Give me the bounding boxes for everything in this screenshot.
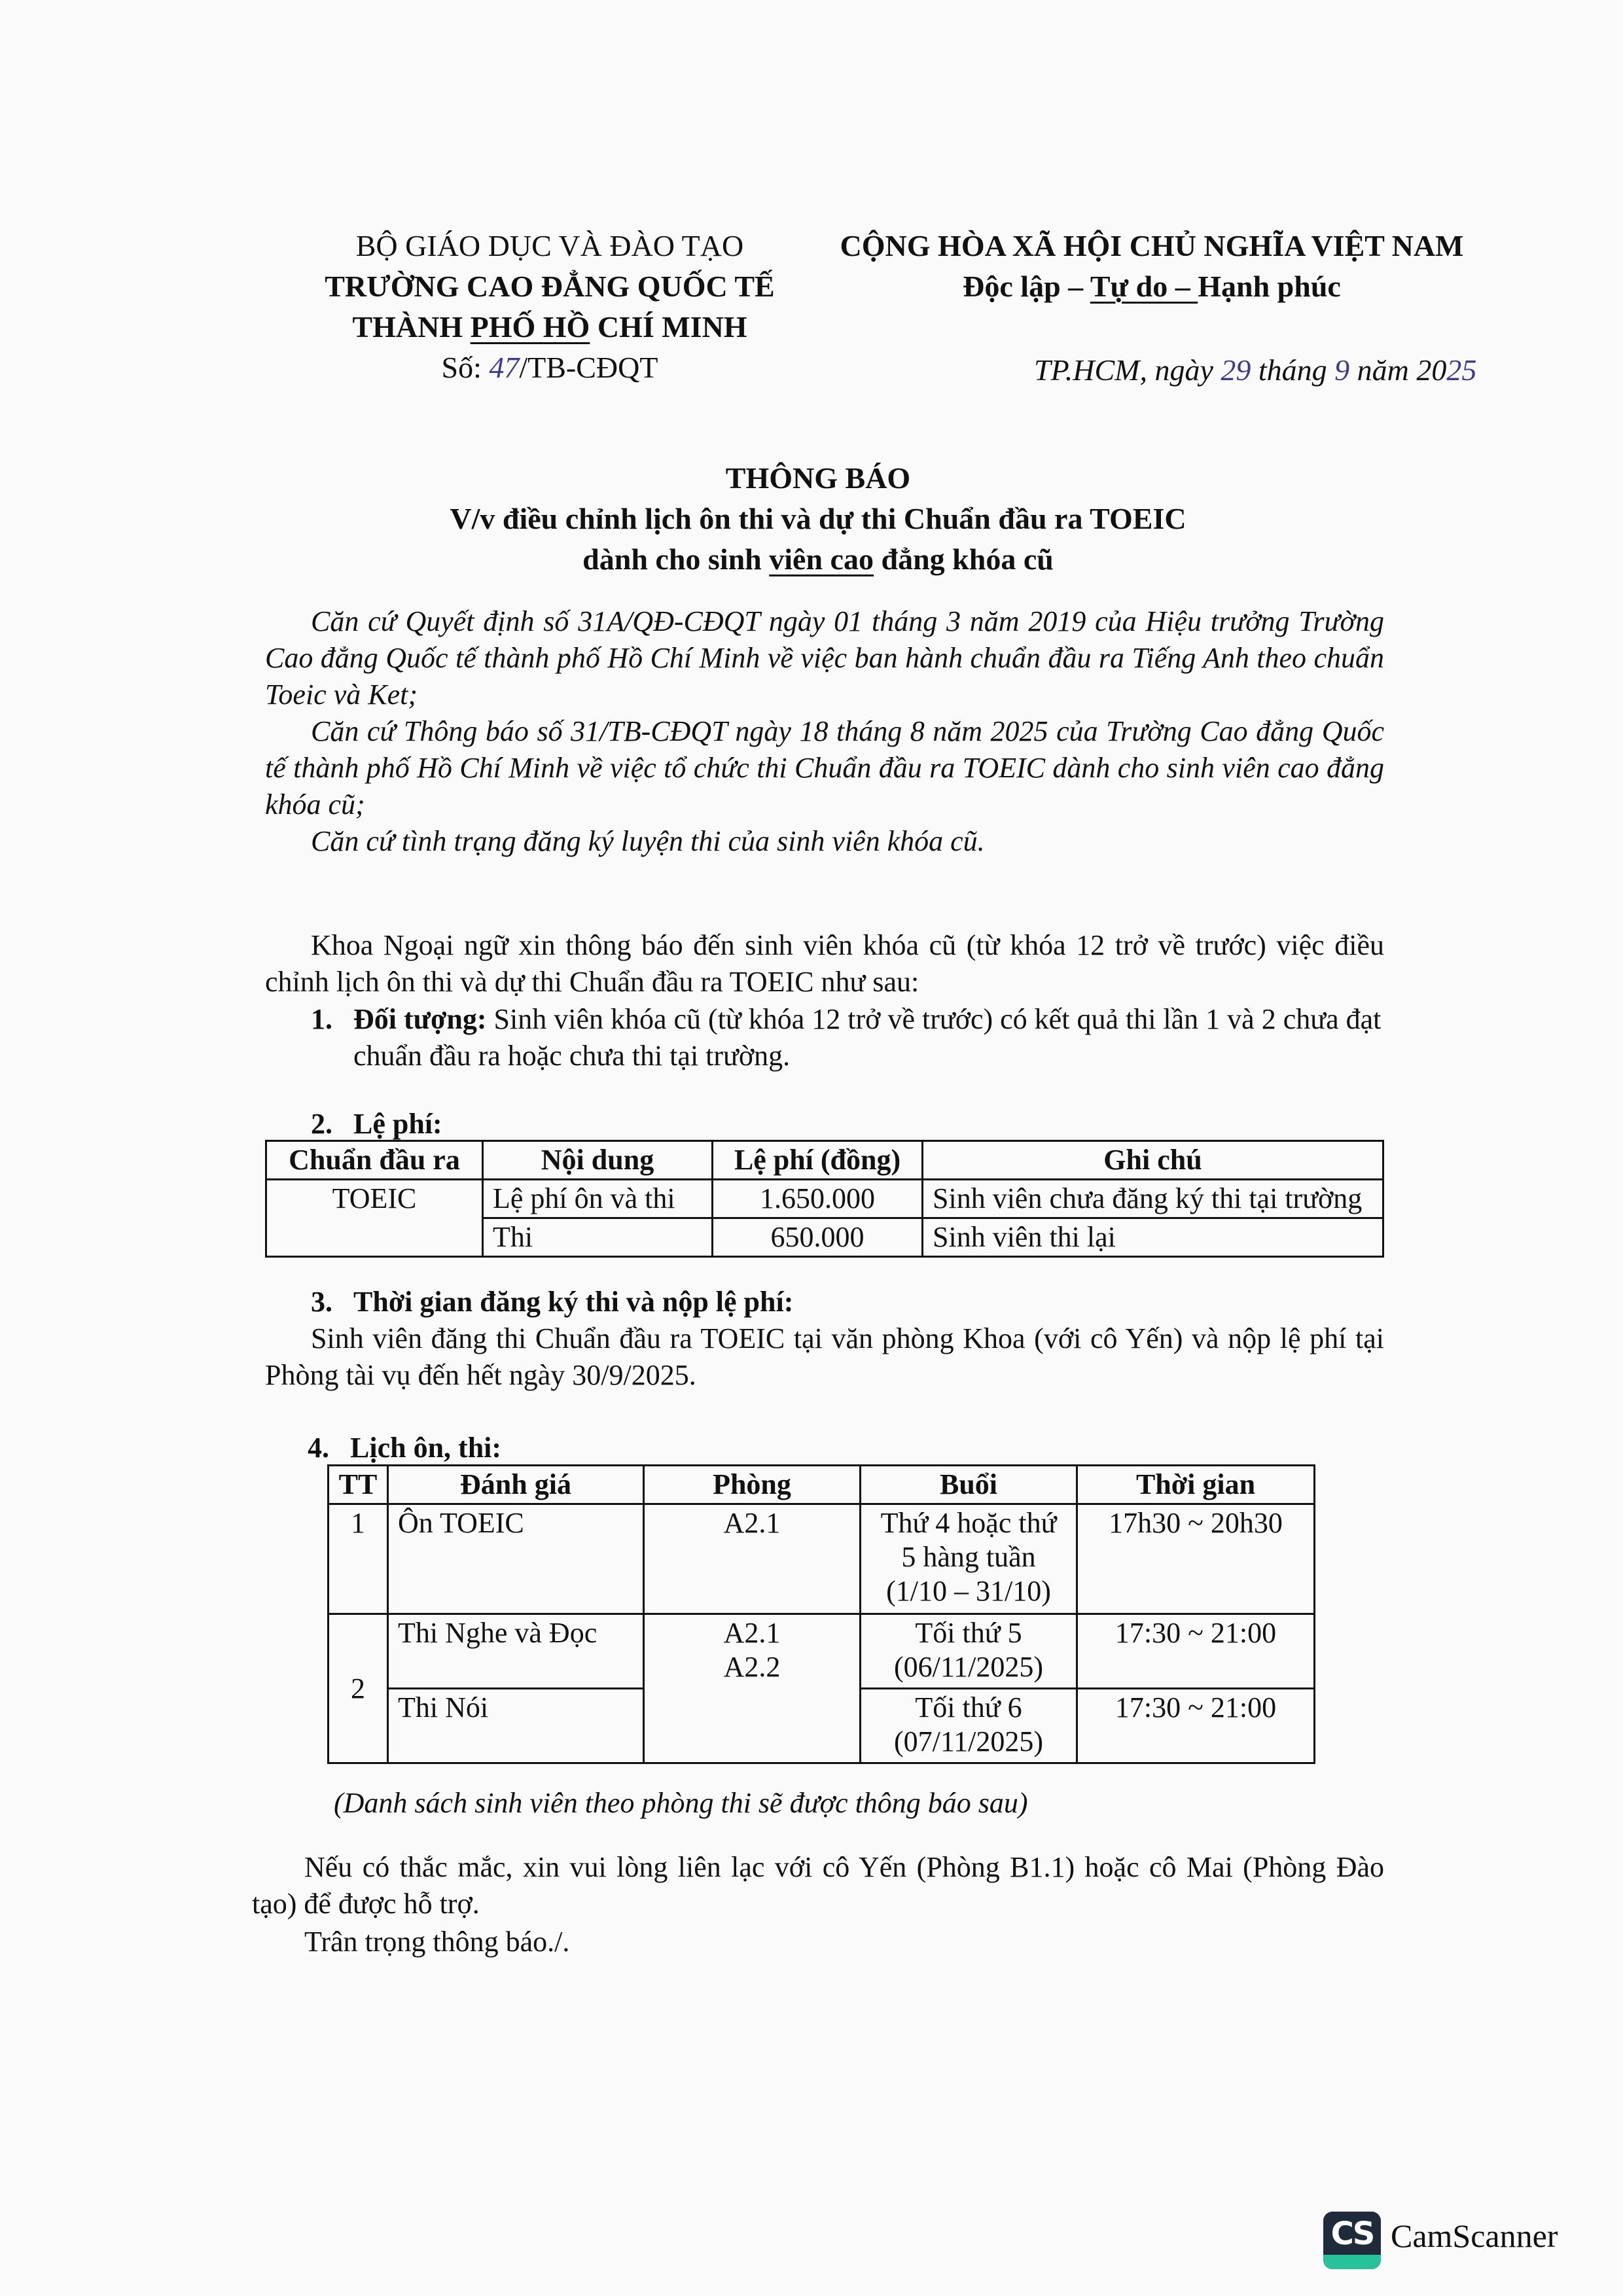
fee-note-cell: Sinh viên thi lại bbox=[923, 1218, 1383, 1257]
schedule-time-cell: 17h30 ~ 20h30 bbox=[1077, 1504, 1315, 1614]
basis-item: Căn cứ Thông báo số 31/TB-CĐQT ngày 18 tháng 8 năm 2025 của Trường Cao đẳng Quốc tế thành phố Hồ Chí Minh về việc tổ chức thi Chuẩn đầu ra TOEIC dành cho sinh viên cao đẳng khóa cũ; bbox=[265, 715, 1384, 821]
national-motto: Độc lập – Tự do – Hạnh phúc bbox=[963, 270, 1341, 303]
fee-amount-cell: 1.650.000 bbox=[713, 1180, 923, 1218]
intro-paragraph: Khoa Ngoại ngữ xin thông báo đến sinh viên khóa cũ (từ khóa 12 trở về trước) việc điều chỉnh lịch ôn thi và dự thi Chuẩn đầu ra TOEIC như sau: bbox=[265, 929, 1384, 998]
schedule-header-session: Buổi bbox=[861, 1466, 1077, 1504]
camscanner-brand: CamScanner bbox=[1391, 2217, 1558, 2254]
contact-paragraph: Nếu có thắc mắc, xin vui lòng liên lạc với cô Yến (Phòng B1.1) hoặc cô Mai (Phòng Đào tạo) để được hỗ trợ. bbox=[252, 1851, 1384, 1920]
fee-header-fee: Lệ phí (đồng) bbox=[713, 1141, 923, 1180]
title-main: THÔNG BÁO bbox=[725, 461, 911, 495]
title-subject-line1: V/v điều chỉnh lịch ôn thi và dự thi Chuẩn đầu ra TOEIC bbox=[450, 502, 1186, 535]
fee-header-standard: Chuẩn đầu ra bbox=[266, 1141, 483, 1180]
fee-note-cell: Sinh viên chưa đăng ký thi tại trường bbox=[923, 1180, 1383, 1218]
school-city: THÀNH PHỐ HỒ CHÍ MINH bbox=[352, 310, 747, 344]
schedule-session-cell: Tối thứ 6 (07/11/2025) bbox=[861, 1689, 1077, 1763]
schedule-tt-cell: 2 bbox=[329, 1614, 388, 1763]
table-row bbox=[329, 1614, 1315, 1689]
section-registration-heading: 3. Thời gian đăng ký thi và nộp lệ phí: bbox=[311, 1286, 794, 1318]
basis-item: Căn cứ Quyết định số 31A/QĐ-CĐQT ngày 01 tháng 3 năm 2019 của Hiệu trưởng Trường Cao đẳng Quốc tế thành phố Hồ Chí Minh về việc ban hành chuẩn đầu ra Tiếng Anh theo chuẩn Toeic và Ket; bbox=[265, 605, 1384, 711]
school-name: TRƯỜNG CAO ĐẲNG QUỐC TẾ bbox=[325, 270, 775, 303]
schedule-header-room: Phòng bbox=[644, 1466, 861, 1504]
fee-table-header bbox=[266, 1141, 1383, 1180]
fee-content-cell: Thi bbox=[483, 1218, 713, 1257]
document-number: Số: 47/TB-CĐQT bbox=[441, 351, 658, 384]
table-row bbox=[266, 1180, 1383, 1218]
fee-content-cell: Lệ phí ôn và thi bbox=[483, 1180, 713, 1218]
document-title bbox=[262, 458, 1374, 580]
logo-text: CS bbox=[1330, 2216, 1374, 2252]
fee-header-content: Nội dung bbox=[483, 1141, 713, 1180]
document-date: TP.HCM, ngày 29 tháng 9 năm 2025 bbox=[1034, 353, 1477, 387]
schedule-session-cell: Thứ 4 hoặc thứ 5 hàng tuần (1/10 – 31/10) bbox=[861, 1504, 1077, 1614]
legal-bases bbox=[265, 603, 1384, 860]
schedule-time-cell: 17:30 ~ 21:00 bbox=[1077, 1614, 1315, 1689]
fee-header-note: Ghi chú bbox=[923, 1141, 1383, 1180]
section-fee-heading: 2. Lệ phí: bbox=[311, 1108, 442, 1140]
section-target: 1. Đối tượng: Sinh viên khóa cũ (từ khóa 12 trở về trước) có kết quả thi lần 1 và 2 chưa đạt chuẩn đầu ra hoặc chưa thi tại trường. bbox=[311, 1003, 1382, 1072]
schedule-table bbox=[327, 1464, 1315, 1764]
schedule-room-cell: A2.1 bbox=[644, 1504, 861, 1614]
schedule-tt-cell: 1 bbox=[329, 1504, 388, 1614]
schedule-table-header bbox=[329, 1466, 1315, 1504]
schedule-assessment-cell: Ôn TOEIC bbox=[388, 1504, 644, 1614]
header-left bbox=[288, 226, 812, 388]
camscanner-logo bbox=[1323, 2212, 1381, 2269]
schedule-time-cell: 17:30 ~ 21:00 bbox=[1077, 1689, 1315, 1763]
schedule-session-cell: Tối thứ 5 (06/11/2025) bbox=[861, 1614, 1077, 1689]
logo-accent-bar bbox=[1323, 2255, 1381, 2269]
schedule-assessment-cell: Thi Nói bbox=[388, 1689, 644, 1763]
schedule-header-time: Thời gian bbox=[1077, 1466, 1315, 1504]
schedule-header-tt: TT bbox=[329, 1466, 388, 1504]
schedule-room-cell: A2.1 A2.2 bbox=[644, 1614, 861, 1763]
table-row bbox=[329, 1504, 1315, 1614]
closing-regards: Trân trọng thông báo./. bbox=[304, 1926, 570, 1958]
country-name: CỘNG HÒA XÃ HỘI CHỦ NGHĨA VIỆT NAM bbox=[840, 229, 1464, 262]
title-subject-line2: dành cho sinh viên cao đẳng khóa cũ bbox=[582, 542, 1054, 576]
registration-paragraph: Sinh viên đăng thi Chuẩn đầu ra TOEIC tại văn phòng Khoa (với cô Yến) và nộp lệ phí tại Phòng tài vụ đến hết ngày 30/9/2025. bbox=[265, 1322, 1384, 1391]
fee-standard-cell: TOEIC bbox=[266, 1180, 483, 1257]
ministry-name: BỘ GIÁO DỤC VÀ ĐÀO TẠO bbox=[355, 229, 744, 262]
fee-amount-cell: 650.000 bbox=[713, 1218, 923, 1257]
section-schedule-heading: 4. Lịch ôn, thi: bbox=[308, 1432, 502, 1464]
schedule-header-assessment: Đánh giá bbox=[388, 1466, 644, 1504]
fee-table bbox=[265, 1140, 1384, 1258]
schedule-footnote: (Danh sách sinh viên theo phòng thi sẽ được thông báo sau) bbox=[334, 1787, 1028, 1819]
schedule-assessment-cell: Thi Nghe và Đọc bbox=[388, 1614, 644, 1689]
basis-item: Căn cứ tình trạng đăng ký luyện thi của sinh viên khóa cũ. bbox=[311, 825, 985, 857]
